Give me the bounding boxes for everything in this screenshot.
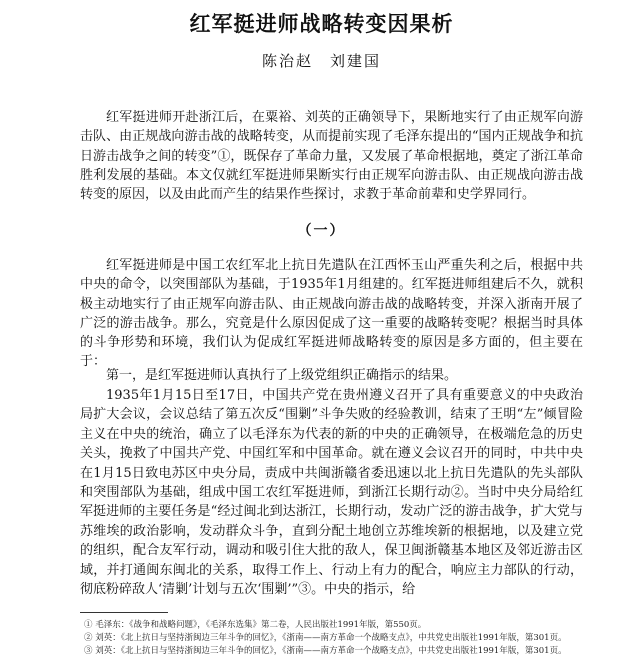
footnotes xyxy=(84,619,604,658)
body-paragraph-2: 第一，是红军挺进师认真执行了上级党组织正确指示的结果。 xyxy=(106,368,458,383)
footnote-1: ① 毛泽东：《战争和战略问题》，《毛泽东选集》第二卷，人民出版社1991年版，第550页。 xyxy=(84,620,427,630)
body-paragraph-1: 红军挺进师是中国工农红军北上抗日先遣队在江西怀玉山严重失利之后，根据中共中央的命令，以突围部队为基础，于1935年1月组建的。红军挺进师组建后不久，就积极主动地实行了由正规军向游击队、由正规战向游击战的战略转变，并深入浙南开展了广泛的游击战争。那么，究竟是什么原因促成了这一重要的战略转变呢？根据当时具体的斗争形势和环境，我们认为促成红军挺进师战略转变的原因是多方面的，但主要在于： xyxy=(80,258,583,370)
article-title: 红军挺进师战略转变因果析 xyxy=(189,11,454,36)
section-heading: （一） xyxy=(297,223,346,239)
abstract-paragraph: 红军挺进师开赴浙江后，在粟裕、刘英的正确领导下，果断地实行了由正规军向游击队、由正规战向游击战的战略转变，从而提前实现了毛泽东提出的“国内正规战争和抗日游击战争之间的转变”①，既保存了革命力量，又发展了革命根据地，奠定了浙江革命胜利发展的基础。本文仅就红军挺进师果断实行由正规军向游击队、由正规战向游击战转变的原因，以及由此而产生的结果作些探讨，求教于革命前辈和史学界同行。 xyxy=(80,110,583,203)
footnote-divider xyxy=(80,612,168,613)
footnote-3: ③ 刘英：《北上抗日与坚持浙闽边三年斗争的回忆》，《浙南——南方革命一个战略支点》，中共党史出版社1991年版，第301页。 xyxy=(84,646,567,656)
article-authors: 陈治赵 刘建国 xyxy=(261,52,381,70)
body-paragraph-3: 1935年1月15日至17日，中国共产党在贵州遵义召开了具有重要意义的中央政治局扩大会议，会议总结了第五次反“围剿”斗争失败的经验教训，结束了王明“左”倾冒险主义在中央的统治，确立了以毛泽东为代表的新的中央的正确领导，在极端危急的历史关头，挽救了中国共产党、中国红军和中国革命。就在遵义会议召开的同时，中共中央在1月15日致电苏区中央分局，责成中共闽浙赣省委迅速以北上抗日先遣队的先头部队和突围部队为基础，组成中国工农红军挺进师，到浙江长期行动②。当时中央分局给红军挺进师的主要任务是“经过闽北到达浙江，长期行动，发动广泛的游击战争，扩大党与苏维埃的政治影响，发动群众斗争，直到分配土地创立苏维埃新的根据地，以及建立党的组织，配合友军行动，调动和吸引住大批的敌人，保卫闽浙赣基本地区及邻近游击区域，并打通闽东闽北的关系，取得工作上、行动上有力的配合，响应主力部队的行动，彻底粉碎敌人‘清剿’计划与五次‘围剿’”③。中央的指示，给 xyxy=(80,388,583,598)
footnote-2: ② 刘英：《北上抗日与坚持浙闽边三年斗争的回忆》，《浙南——南方革命一个战略支点》，中共党史出版社1991年版，第301页。 xyxy=(84,633,567,643)
